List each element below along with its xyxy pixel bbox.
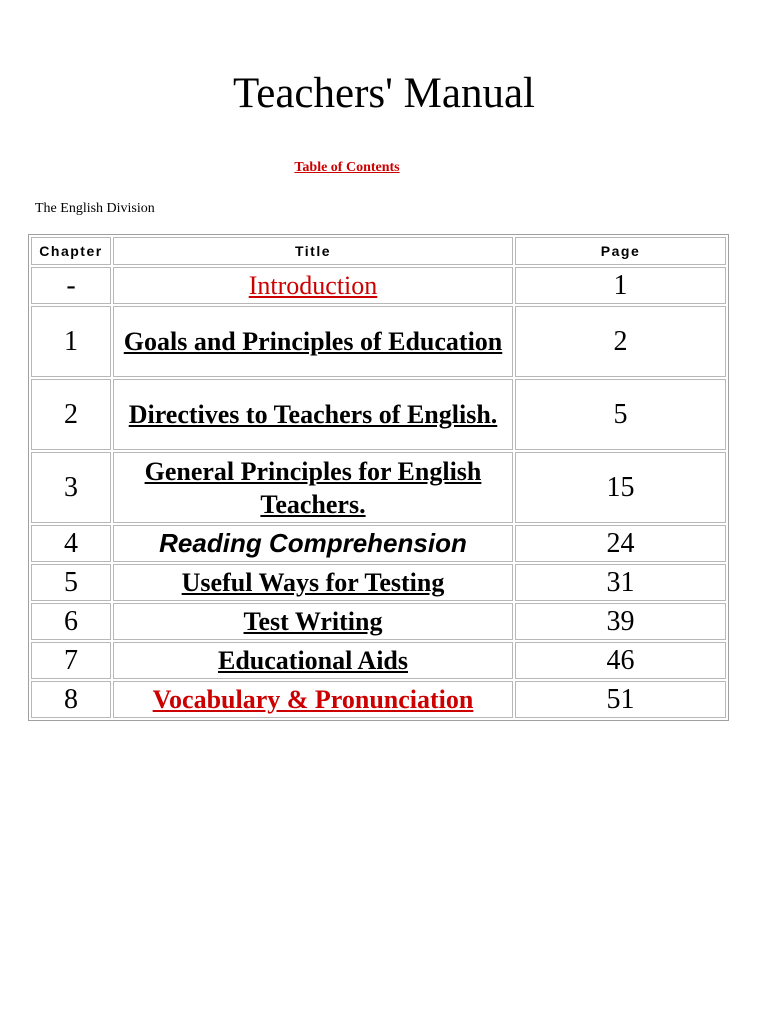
table-row (31, 603, 726, 640)
chapter-number: 4 (31, 525, 111, 562)
chapter-number: 8 (31, 681, 111, 718)
table-row (31, 267, 726, 304)
chapter-number: 6 (31, 603, 111, 640)
chapter-title-cell (113, 681, 513, 718)
table-row (31, 452, 726, 523)
chapter-title-cell (113, 379, 513, 450)
page-number: 31 (515, 564, 726, 601)
chapter-number: - (31, 267, 111, 304)
table-row (31, 681, 726, 718)
page-number: 51 (515, 681, 726, 718)
column-header-chapter: Chapter (31, 237, 111, 265)
contents-table (28, 234, 729, 721)
chapter-title-cell (113, 525, 513, 562)
chapter-link-general-principles[interactable]: General Principles for English Teachers. (144, 456, 482, 519)
page-number: 5 (515, 379, 726, 450)
table-header-row (31, 237, 726, 265)
chapter-link-test-writing[interactable]: Test Writing (243, 607, 383, 636)
chapter-link-educational-aids[interactable]: Educational Aids (217, 646, 408, 675)
chapter-number: 5 (31, 564, 111, 601)
chapter-title-cell (113, 603, 513, 640)
page-number: 1 (515, 267, 726, 304)
page-number: 2 (515, 306, 726, 377)
page-title: Teachers' Manual (232, 70, 535, 117)
chapter-number: 1 (31, 306, 111, 377)
chapter-number: 2 (31, 379, 111, 450)
table-of-contents-link[interactable]: Table of Contents (294, 160, 400, 175)
chapter-number: 7 (31, 642, 111, 679)
column-header-page: Page (515, 237, 726, 265)
chapter-title-cell (113, 564, 513, 601)
table-row (31, 564, 726, 601)
chapter-title-cell (113, 452, 513, 523)
chapter-link-introduction[interactable]: Introduction (248, 271, 378, 300)
chapter-link-useful-ways-for-testing[interactable]: Useful Ways for Testing (181, 568, 445, 597)
table-row (31, 306, 726, 377)
chapter-title-cell (113, 267, 513, 304)
chapter-title-cell (113, 306, 513, 377)
chapter-title-cell (113, 642, 513, 679)
page-number: 24 (515, 525, 726, 562)
table-row (31, 642, 726, 679)
chapter-link-goals-and-principles[interactable]: Goals and Principles of Education (123, 327, 503, 356)
chapter-link-vocabulary-pronunciation[interactable]: Vocabulary & Pronunciation (152, 685, 474, 714)
page-number: 39 (515, 603, 726, 640)
chapter-number: 3 (31, 452, 111, 523)
division-label: The English Division (35, 201, 155, 216)
page-number: 15 (515, 452, 726, 523)
page-number: 46 (515, 642, 726, 679)
table-row (31, 525, 726, 562)
column-header-title: Title (113, 237, 513, 265)
chapter-link-directives[interactable]: Directives to Teachers of English. (128, 400, 498, 429)
chapter-link-reading-comprehension[interactable]: Reading Comprehension (159, 528, 467, 558)
table-row (31, 379, 726, 450)
